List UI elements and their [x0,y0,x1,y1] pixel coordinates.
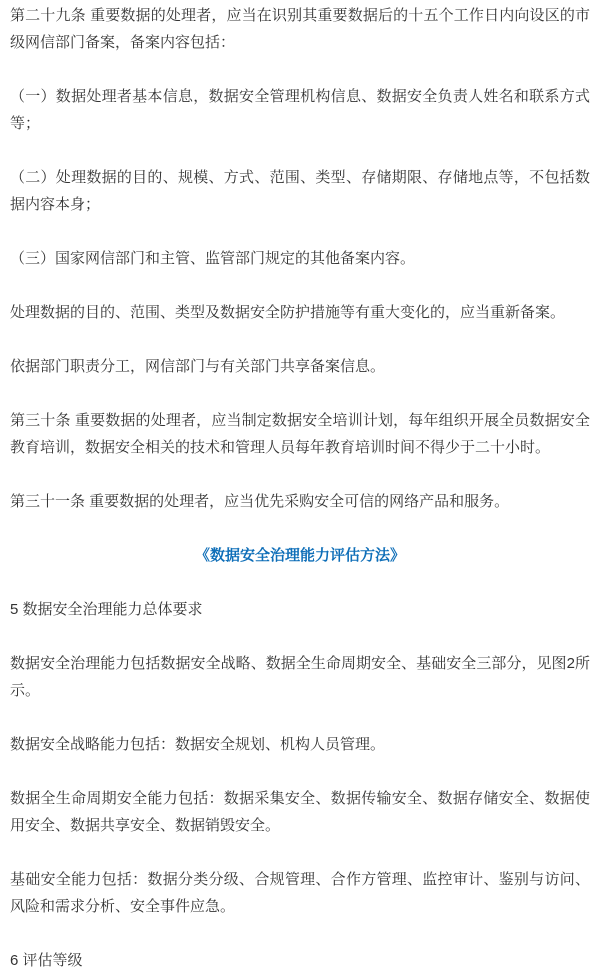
article-paragraph-3: （二）处理数据的目的、规模、方式、范围、类型、存储期限、存储地点等，不包括数据内容本身； [10,169,590,213]
article-paragraph-14: 基础安全能力包括：数据分类分级、合规管理、合作方管理、监控审计、鉴别与访问、风险和需求分析、安全事件应急。 [10,871,590,915]
article-paragraph-7: 第三十条 重要数据的处理者，应当制定数据安全培训计划，每年组织开展全员数据安全教育培训，数据安全相关的技术和管理人员每年教育培训时间不得少于二十小时。 [10,412,590,456]
article-paragraph-2: （一）数据处理者基本信息，数据安全管理机构信息、数据安全负责人姓名和联系方式等； [10,88,590,132]
article-paragraph-5: 处理数据的目的、范围、类型及数据安全防护措施等有重大变化的，应当重新备案。 [10,304,566,321]
article-paragraph-1: 第二十九条 重要数据的处理者，应当在识别其重要数据后的十五个工作日内向设区的市级网信部门备案，备案内容包括： [10,7,590,51]
paragraph-list [10,2,590,974]
article-paragraph-13: 数据全生命周期安全能力包括：数据采集安全、数据传输安全、数据存储安全、数据使用安全、数据共享安全、数据销毁安全。 [10,790,590,834]
document-title-heading: 《数据安全治理能力评估方法》 [194,547,405,564]
article-paragraph-12: 数据安全战略能力包括：数据安全规划、机构人员管理。 [10,736,386,753]
article-paragraph-15: 6 评估等级 [10,952,83,969]
article-paragraph-4: （三）国家网信部门和主管、监管部门规定的其他备案内容。 [10,250,416,267]
article-paragraph-10: 5 数据安全治理能力总体要求 [10,601,203,618]
article-paragraph-11: 数据安全治理能力包括数据安全战略、数据全生命周期安全、基础安全三部分，见图2所示。 [10,655,590,699]
article-paragraph-6: 依据部门职责分工，网信部门与有关部门共享备案信息。 [10,358,386,375]
article-paragraph-8: 第三十一条 重要数据的处理者，应当优先采购安全可信的网络产品和服务。 [10,493,510,510]
